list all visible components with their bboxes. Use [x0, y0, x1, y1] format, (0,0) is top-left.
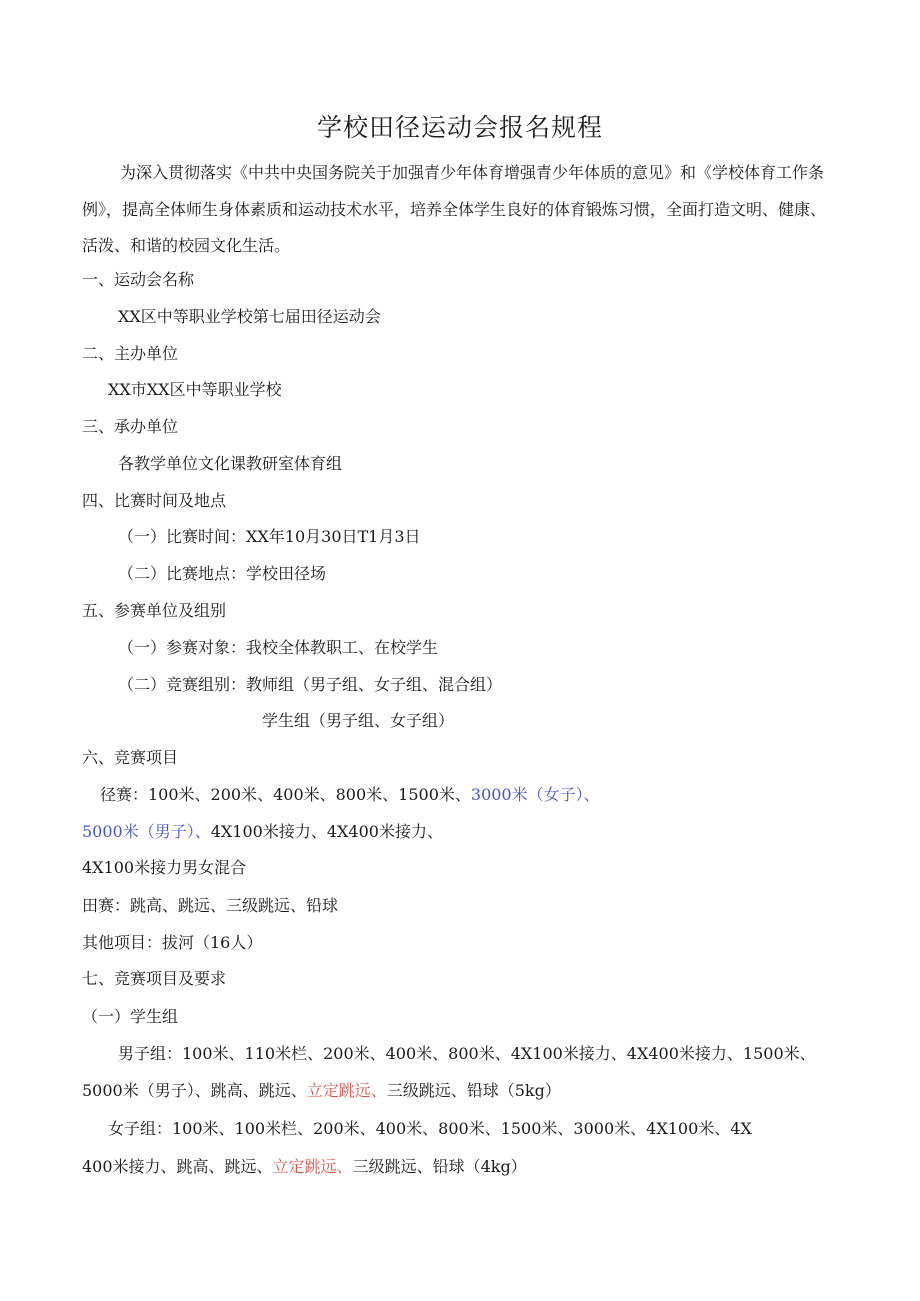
girls-events-line-1: 女子组：100米、100米栏、200米、400米、800米、1500米、3000米、4X100米、4X [108, 1119, 752, 1138]
document-title: 学校田径运动会报名规程 [316, 113, 603, 142]
section-1-heading: 一、运动会名称 [82, 270, 195, 289]
intro-paragraph: 为深入贯彻落实《中共中央国务院关于加强青少年体育增强青少年体质的意见》和《学校体育工作条例》，提高全体师生身体素质和运动技术水平，培养全体学生良好的体育锻炼习惯，全面打造文明、健康、活泼、和谐的校园文化生活。 [82, 163, 827, 256]
girls-events-line-2 [82, 1157, 527, 1177]
mixed-relay: 4X100米接力男女混合 [82, 858, 247, 877]
boys-standing-long-jump: 立定跳远、 [306, 1081, 387, 1100]
section-7-heading: 七、竞赛项目及要求 [82, 969, 227, 988]
student-groups: 学生组（男子组、女子组） [262, 711, 455, 730]
track-events-line-2 [82, 822, 443, 842]
track-events-line-1 [100, 785, 600, 805]
section-2-heading: 二、主办单位 [82, 344, 179, 363]
section-1-body: XX区中等职业学校第七届田径运动会 [118, 307, 381, 326]
section-2-body: XX市XX区中等职业学校 [108, 380, 282, 399]
other-events: 其他项目：拔河（16人） [82, 933, 263, 952]
track-3000m-women: 3000米（女子）、 [470, 785, 600, 804]
participant-target: （一）参赛对象：我校全体教职工、在校学生 [118, 638, 439, 657]
field-events: 田赛：跳高、跳远、三级跳远、铅球 [82, 896, 339, 915]
competition-place: （二）比赛地点：学校田径场 [118, 564, 327, 583]
girls-standing-long-jump: 立定跳远、 [272, 1157, 353, 1176]
section-3-body: 各教学单位文化课教研室体育组 [118, 454, 343, 473]
track-events-list: 径赛：100米、200米、400米、800米、1500米、 [100, 785, 471, 804]
section-5-heading: 五、参赛单位及组别 [82, 601, 227, 620]
girls-events-tail: 三级跳远、铅球（4kg） [352, 1157, 527, 1176]
section-3-heading: 三、承办单位 [82, 417, 179, 436]
track-5000m-men: 5000米（男子）、 [82, 822, 211, 841]
boys-events-line-2 [82, 1081, 561, 1101]
relay-events: 4X100米接力、4X400米接力、 [210, 822, 443, 841]
student-group-heading: （一）学生组 [82, 1007, 179, 1026]
section-6-heading: 六、竞赛项目 [82, 748, 179, 767]
competition-groups: （二）竞赛组别：教师组（男子组、女子组、混合组） [118, 675, 503, 694]
girls-events-part: 400米接力、跳高、跳远、 [82, 1157, 273, 1176]
boys-events-part: 5000米（男子）、跳高、跳远、 [82, 1081, 307, 1100]
boys-events-line-1: 男子组：100米、110米栏、200米、400米、800米、4X100米接力、4X400米接力、1500米、 [118, 1044, 816, 1063]
boys-events-tail: 三级跳远、铅球（5kg） [386, 1081, 561, 1100]
competition-time: （一）比赛时间：XX年10月30日T1月3日 [118, 527, 421, 546]
section-4-heading: 四、比赛时间及地点 [82, 491, 227, 510]
